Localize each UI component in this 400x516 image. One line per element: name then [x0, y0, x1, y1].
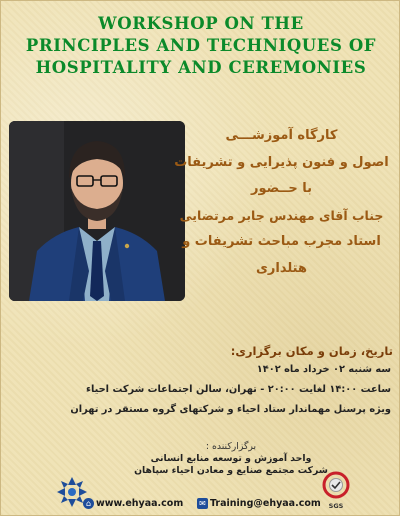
globe-icon: ⌂ [83, 498, 94, 509]
event-time-place: ساعت ۱۴:۰۰ لغایت ۲۰:۰۰ - تهران، سالن اجتماعات شرکت احیاء [85, 384, 391, 395]
persian-title-line: کارگاه آموزشـــی [225, 128, 338, 143]
english-title-line: HOSPITALITY AND CEREMONIES [35, 58, 367, 77]
english-title [1, 13, 400, 79]
event-date: سه شنبه ۰۲ خرداد ماه ۱۴۰۲ [256, 364, 391, 375]
english-title-line: PRINCIPLES AND TECHNIQUES OF [25, 36, 377, 55]
persian-title-line: اصول و فنون پذیرایی و تشریفات [174, 154, 389, 170]
persian-title-line: جناب آقای مهندس جابر مرتضایی [179, 207, 384, 223]
website-link[interactable]: www.ehyaa.com [96, 498, 184, 509]
details-heading: تاریخ، زمان و مکان برگزاری: [230, 344, 393, 358]
sgs-certification-logo [321, 471, 351, 511]
event-audience: ویژه پرسنل مهماندار ستاد احیاء و شرکتهای گروه مستقر در تهران [70, 404, 391, 415]
organizer-line: شرکت مجتمع صنایع و معادن احیاء سپاهان [134, 465, 328, 476]
mail-icon: ✉ [197, 498, 208, 509]
persian-title-line: استاد مجرب مباحث تشریفات و [182, 234, 381, 249]
persian-title [174, 123, 389, 282]
english-title-line: WORKSHOP ON THE [98, 14, 304, 33]
persian-title-line: هتلداری [256, 260, 307, 276]
email-link[interactable]: Training@ehyaa.com [210, 498, 321, 509]
organizer-heading: برگزارکننده : [205, 441, 257, 452]
persian-title-line: با حــضور [251, 181, 312, 196]
organizer-line: واحد آموزش و توسعه منابع انسانی [150, 453, 312, 464]
speaker-photo [9, 121, 185, 301]
sgs-label: SGS [328, 502, 344, 510]
